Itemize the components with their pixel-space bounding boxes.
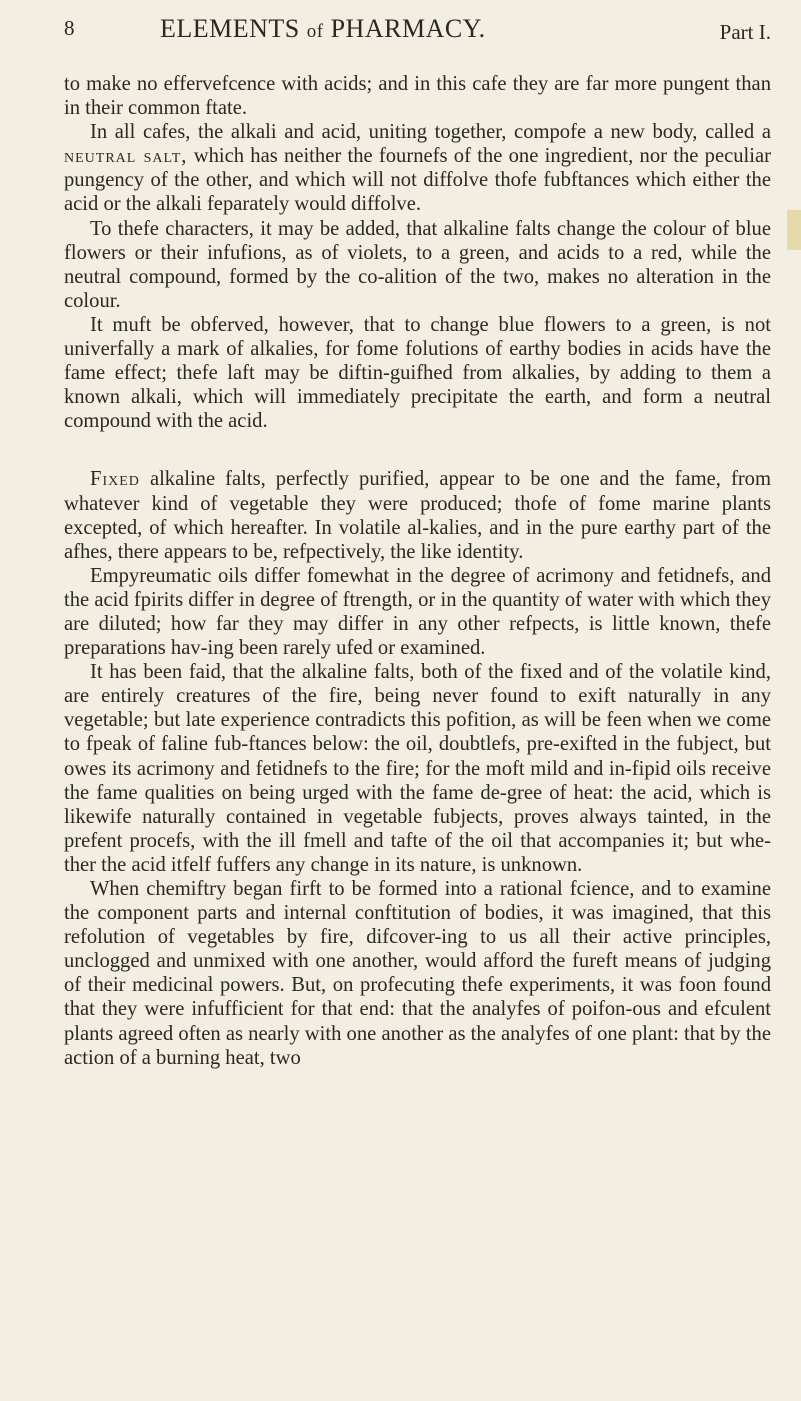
paragraph-text: alkaline falts, perfectly purified, appear to be one and the fame, from whatever kind of vegetable they were produced; thofe of fome marine plants excepted, of which hereafter. In volatile al-kalies, and in the pure earthy part of the afhes, there appears to be, refpectively, the like identity. <box>64 468 771 563</box>
paragraph-text: In all cafes, the alkali and acid, uniting together, compofe a new body, called a <box>90 121 771 144</box>
page-stain <box>787 210 801 250</box>
paragraph: To thefe characters, it may be added, that alkaline falts change the colour of blue flowers or their infufions, as of violets, to a green, and acids to a red, while the neutral compound, formed by the co-alition of the two, makes no alteration in the colour. <box>64 217 771 312</box>
paragraph-text: which has neither the fournefs of the one ingredient, nor the peculiar pungency of the other, and which will not diffolve thofe fubftances which either the acid or the alkali feparately would diffolve. <box>64 145 771 216</box>
part-label: Part I. <box>719 20 771 44</box>
term-fixed: Fixed <box>90 468 140 491</box>
section-gap <box>64 433 771 467</box>
paragraph <box>64 467 771 563</box>
paragraph: It muft be obferved, however, that to change blue flowers to a green, is not univerfally a mark of alkalies, for fome folutions of earthy bodies in acids have the fame effect; thefe laft may be diftin-guifhed from alkalies, by adding to them a known alkali, which will immediately precipitate the earth, and form a neutral compound with the acid. <box>64 313 771 433</box>
title-rest: PHARMACY. <box>330 14 486 43</box>
body-text <box>64 72 771 1070</box>
paragraph: to make no effervefcence with acids; and in this cafe they are far more pungent than in their common ftate. <box>64 73 771 120</box>
paragraph: Empyreumatic oils differ fomewhat in the degree of acrimony and fetidnefs, and the acid fpirits differ in degree of ftrength, or in the quantity of water with which they are diluted; how far they may differ in any other refpects, is little known, thefe preparations hav-ing been rarely ufed or examined. <box>64 564 771 660</box>
paragraph: It has been faid, that the alkaline falts, both of the fixed and of the volatile kind, are entirely creatures of the fire, being never found to exift naturally in any vegetable; but late experience contradicts this pofition, as will be feen when we come to fpeak of faline fub-ftances below: the oil, doubtlefs, pre-exifted in the fubject, but owes its acrimony and fetidnefs to the fire; for the moft mild and in-fipid oils receive the fame qualities on being urged with the fame de-gree of heat: the acid, which is likewife naturally contained in vegetable fubjects, proves always tainted, in the prefent procefs, with the ill fmell and tafte of the oil that accompanies it; but whe-ther the acid itfelf fuffers any change in its nature, is unknown. <box>64 661 771 876</box>
title-main: ELEMENTS <box>160 14 300 43</box>
running-header <box>64 0 771 72</box>
running-title <box>160 14 486 44</box>
paragraph <box>64 120 771 216</box>
paragraph: When chemiftry began firft to be formed into a rational fcience, and to examine the component parts and internal conftitution of bodies, it was imagined, that this refolution of vegetables by fire, difcover-ing to us all their active principles, unclogged and unmixed with one another, would afford the fureft means of judging of their medicinal powers. But, on profecuting thefe experiments, it was foon found that they were infufficient for that end: that the analyfes of poifon-ous and efculent plants agreed often as nearly with one another as the analyfes of one plant: that by the action of a burning heat, two <box>64 878 771 1069</box>
title-of: of <box>306 21 324 42</box>
page-number: 8 <box>64 16 75 40</box>
term-neutral-salt: neutral salt, <box>64 145 188 168</box>
